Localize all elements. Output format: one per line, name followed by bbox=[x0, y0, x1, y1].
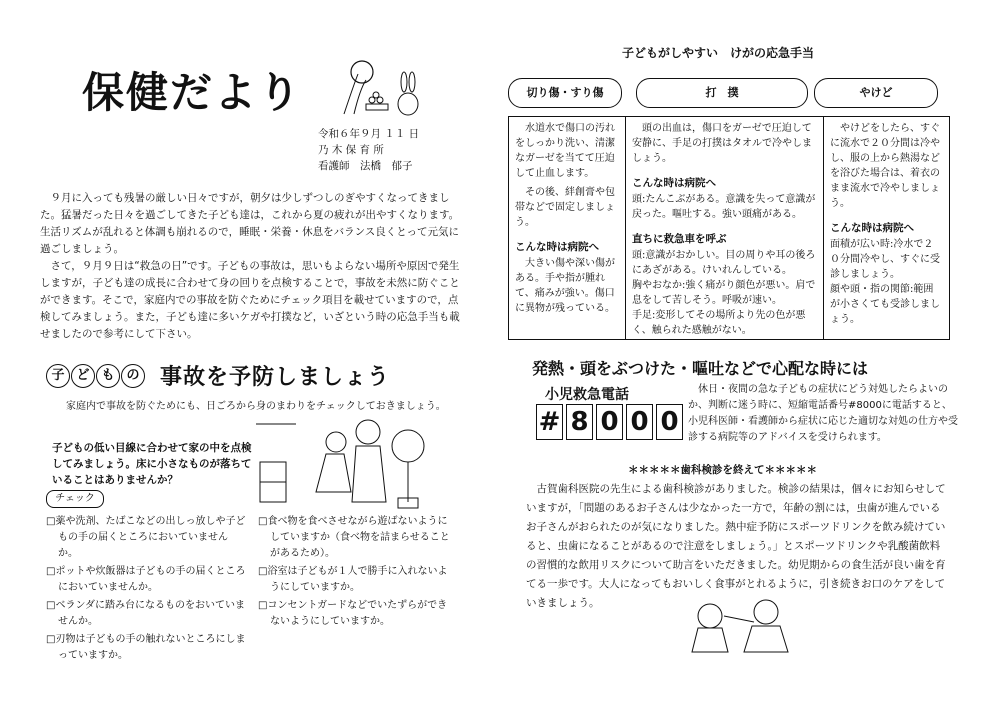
check-item: □ 浴室は子どもが１人で勝手に入れないようにしていますか。 bbox=[258, 564, 454, 596]
bruise-text: 手足:変形してその場所より先の色が悪く、触られた感触がない。 bbox=[632, 310, 806, 336]
pill-cuts: 切り傷・すり傷 bbox=[508, 78, 622, 108]
checklist-left bbox=[46, 514, 246, 666]
bruise-text: 頭:たんこぶがある。意識を失って意識が戻った。嘔吐する。強い頭痛がある。 bbox=[632, 194, 816, 220]
phone-description: 休日・夜間の急な子どもの症状にどう対処したらよいのか、判断に迷う時に、短縮電話番号#8000に電話すると、小児科医師・看護師から症状に応じた適切な対処の仕方や受診する病院等のアドバイスを受けられます。 bbox=[688, 384, 958, 443]
bruise-column bbox=[626, 117, 823, 339]
ambulance-heading: 直ちに救急車を呼ぶ bbox=[632, 233, 727, 245]
check-label: チェック bbox=[46, 490, 104, 508]
phone-digit: # bbox=[536, 404, 563, 440]
heading-circle-char: も bbox=[96, 364, 120, 388]
dental-text: 古賀歯科医院の先生による歯科検診がありました。検診の結果は，個々にお知らせしていますが，「問題のあるお子さんは少なかった一方で，年齢の割には，虫歯が進んでいるお子さんがおられたのが気になりました。熱中症予防にスポーツドリンクを飲み続けていると、虫歯になることがあるので注意をしましょう。」とスポーツドリンクや乳酸菌飲料の習慣的な飲用リスクについて助言をいただきました。幼児期からの食生活が良い歯を育てる一歩です。大人になってもおいしく食事がとれるように，引き続きお口のケアをしていきましょう。 bbox=[526, 483, 946, 609]
pill-bruise: 打 撲 bbox=[636, 78, 808, 108]
check-item: □ 食べ物を食べさせながら遊ばないようにしていますか（食べ物を詰まらせることがあるため）。 bbox=[258, 514, 454, 562]
heading-circle-char: ど bbox=[71, 364, 95, 388]
issue-date: 令和６年９月 １１ 日 bbox=[318, 128, 420, 140]
heading-circle-char: の bbox=[121, 364, 145, 388]
first-aid-heading: 子どもがしやすい けがの応急手当 bbox=[622, 46, 815, 60]
bruise-text: 頭:意識がおかしい。目の周りや耳の後ろにあざがある。けいれんしている。 bbox=[632, 250, 816, 276]
burns-text: 面積が広い時:冷水で２０分間冷やし、すぐに受診しましょう。 bbox=[830, 239, 940, 280]
check-item: □ 薬や洗剤、たばこなどの出しっ放しや子どもの手の届くところにおいていませんか。 bbox=[46, 514, 246, 562]
bruise-text: 胸やおなか:強く痛がり顔色が悪い。肩で息をして苦しそう。呼吸が速い。 bbox=[632, 280, 816, 306]
phone-digit: 0 bbox=[596, 404, 623, 440]
cuts-hospital-heading: こんな時は病院へ bbox=[515, 241, 599, 253]
heading-circle-char: 子 bbox=[46, 364, 70, 388]
check-item: □ ポットや炊飯器は子どもの手の届くところにおいていませんか。 bbox=[46, 564, 246, 596]
cuts-text: その後、絆創膏や包帯などで固定しましょう。 bbox=[515, 187, 615, 228]
emergency-heading: 発熱・頭をぶつけた・嘔吐などで心配な時には bbox=[532, 359, 869, 378]
checklist-right bbox=[258, 514, 454, 632]
page-title: 保健だより bbox=[82, 68, 303, 117]
check-item: □ コンセントガードなどでいたずらができないようにしていますか。 bbox=[258, 598, 454, 630]
bruise-hospital-heading: こんな時は病院へ bbox=[632, 177, 716, 189]
moon-rabbit-illustration bbox=[340, 54, 430, 118]
burns-column bbox=[824, 117, 949, 339]
check-item: □ ベランダに踏み台になるものをおいていませんか。 bbox=[46, 598, 246, 630]
phone-label: 小児救急電話 bbox=[545, 387, 629, 403]
pill-burns: やけど bbox=[814, 78, 938, 108]
phone-digit: 8 bbox=[566, 404, 593, 440]
dental-heading: ＊＊＊＊＊歯科検診を終えて＊＊＊＊＊ bbox=[628, 464, 817, 476]
burns-text: やけどをしたら、すぐに流水で２０分間は冷やし、服の上から熱湯などを浴びた場合は、着衣のまま流水で冷やしましょう。 bbox=[830, 123, 940, 209]
first-aid-table bbox=[508, 116, 950, 340]
intro-text bbox=[40, 190, 460, 343]
issue-meta bbox=[318, 126, 419, 174]
burns-hospital-heading: こんな時は病院へ bbox=[830, 222, 914, 234]
section-heading bbox=[46, 360, 390, 391]
check-item: □ 刃物は子どもの手の触れないところにしまっていますか。 bbox=[46, 632, 246, 664]
phone-number bbox=[536, 404, 686, 440]
check-question: 子どもの低い目線に合わせて家の中を点検してみましょう。床に小さなものが落ちていることはありませんか？ bbox=[52, 442, 252, 486]
dental-checkup-illustration bbox=[684, 594, 794, 654]
author: 看護師 法橋 郁子 bbox=[318, 160, 413, 172]
intro-paragraph: さて，９月９日は“救急の日”です。子どもの事故は，思いもよらない場所や原因で発生しますが，子ども達の成長に合わせて身の回りを点検することで，事故を未然に防ぐことができます。そこで，家庭内での事故を防ぐためにチェック項目を載せていますので，点検してみましょう。また，子ども達に多いケガや打撲など，いざという時の応急手当も載せましたので参考にして下さい。 bbox=[40, 260, 460, 340]
section-subtitle: 家庭内で事故を防ぐためにも、日ごろから身のまわりをチェックしておきましょう。 bbox=[66, 401, 446, 412]
bruise-text: 頭の出血は，傷口をガーゼで圧迫して安静に、手足の打撲はタオルで冷やしましょう。 bbox=[632, 123, 812, 164]
cuts-column bbox=[509, 117, 625, 339]
child-playing-illustration bbox=[256, 412, 426, 512]
intro-paragraph: ９月に入っても残暑の厳しい日々ですが，朝夕は少しずつしのぎやすくなってきました。猛暑だった日々を過ごしてきた子ども達は，これから夏の疲れが出やすくなります。生活リズムが乱れると体調も崩れるので，睡眠・栄養・休息をバランス良くとって元気に過ごしましょう。 bbox=[40, 192, 460, 255]
section-title: 事故を予防しましょう bbox=[160, 365, 391, 390]
phone-digit: 0 bbox=[656, 404, 683, 440]
cuts-text: 大きい傷や深い傷がある。手や指が腫れて、痛みが強い。傷口に異物が残っている。 bbox=[515, 258, 615, 314]
phone-digit: 0 bbox=[626, 404, 653, 440]
cuts-text: 水道水で傷口の汚れをしっかり洗い、清潔なガーゼを当てて圧迫して止血します。 bbox=[515, 123, 615, 179]
nursery-name: 乃 木 保 育 所 bbox=[318, 144, 384, 156]
burns-text: 顔や頭・指の関節:範囲が小さくても受診しましょう。 bbox=[830, 284, 940, 325]
